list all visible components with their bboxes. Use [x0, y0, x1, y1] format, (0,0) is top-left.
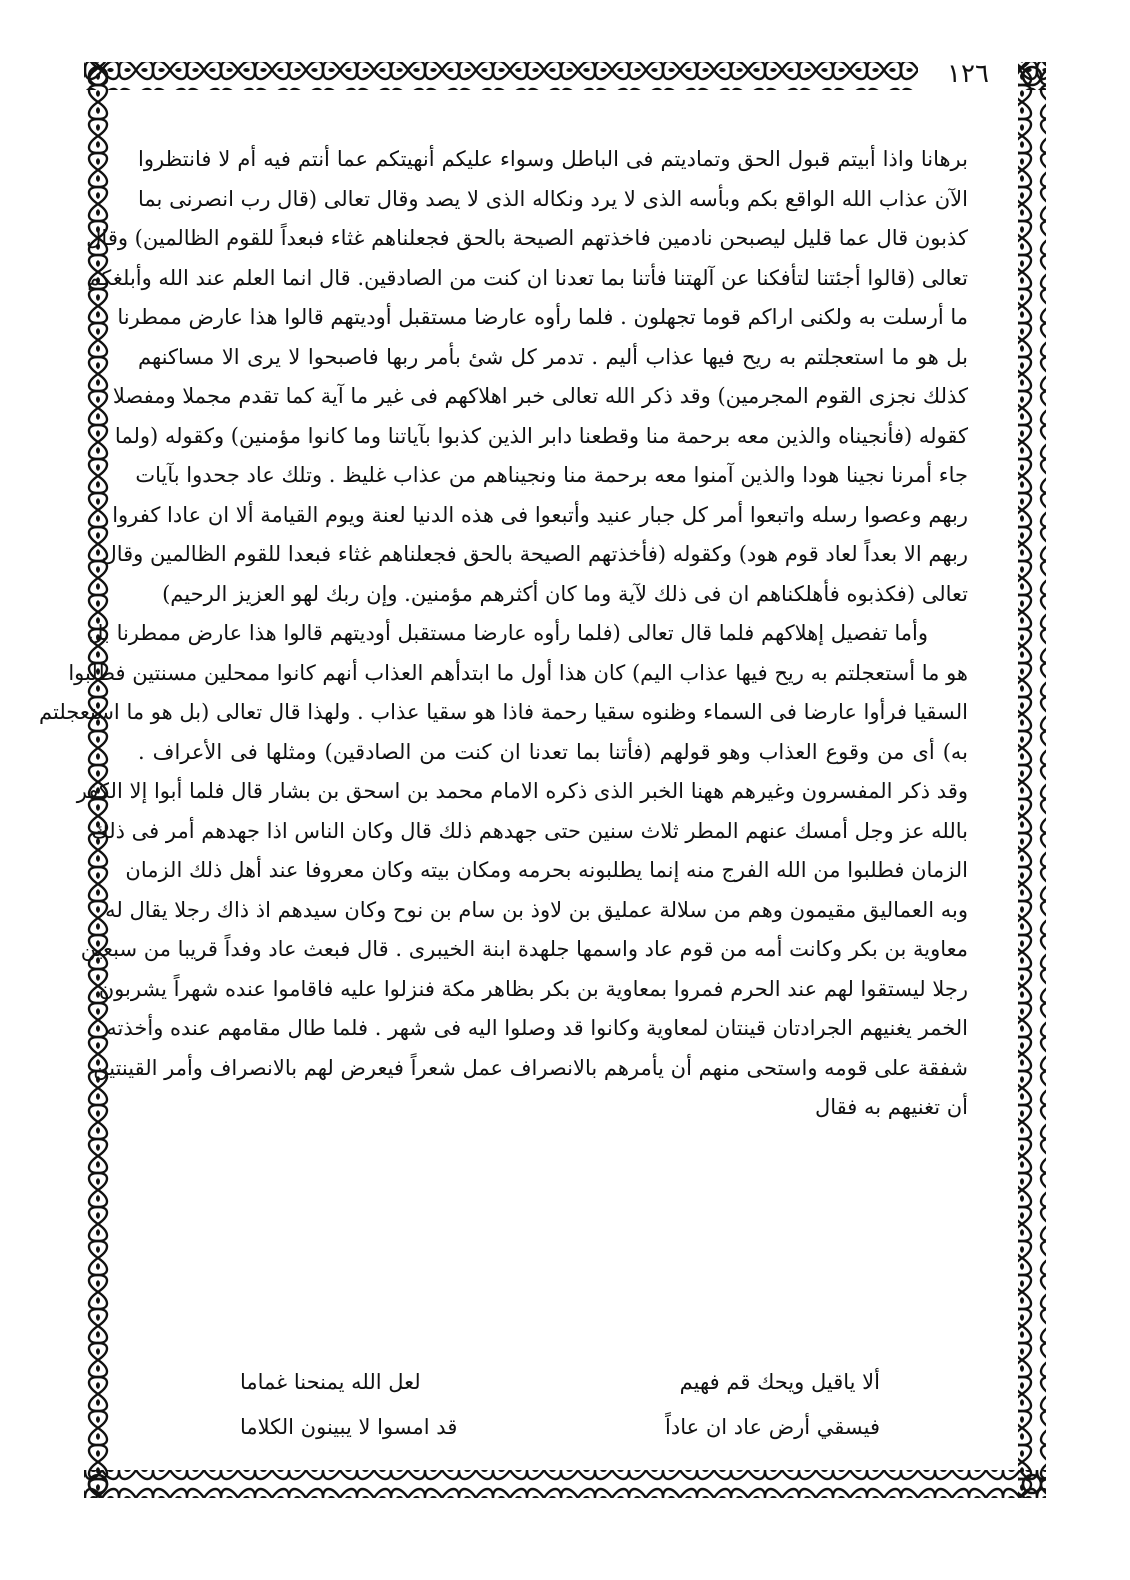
text-line: ربهم الا بعداً لعاد قوم هود) وكقوله (فأخذتهم الصيحة بالحق فجعلناهم غثاء فبعدا للقوم الظالمين وقال [101, 542, 968, 566]
page-number: ١٢٦ [918, 56, 1018, 92]
poem-verse [240, 1405, 880, 1450]
border-top [84, 62, 1046, 90]
verse-second-hemistich: قد امسوا لا يبينون الكلاما [240, 1415, 458, 1439]
text-line: كذبون قال عما قليل ليصبحن نادمين فاخذتهم الصيحة بالحق فجعلناهم غثاء فبعداً للقوم الظالمين) وقال [86, 226, 968, 250]
border-bottom [84, 1470, 1046, 1498]
text-line: تعالى (فكذبوه فأهلكناهم ان فى ذلك لآية وما كان أكثرهم مؤمنين. وإن ربك لهو العزيز الرحيم) [162, 581, 968, 606]
text-line: برهانا واذا أبيتم قبول الحق وتماديتم فى الباطل وسواء عليكم أنهيتكم عما أنتم فيه أم لا فانتظروا [138, 147, 968, 171]
text-line: ربهم وعصوا رسله واتبعوا أمر كل جبار عنيد وأتبعوا فى هذه الدنيا لعنة ويوم القيامة ألا ان عادا كفروا [112, 502, 968, 527]
text-line: بل هو ما استعجلتم به ريح فيها عذاب أليم . تدمر كل شئ بأمر ربها فاصبحوا لا يرى الا مساكنهم [138, 344, 969, 369]
text-line: هو ما أستعجلتم به ريح فيها عذاب اليم) كان هذا أول ما ابتدأهم العذاب أنهم كانوا ممحلين مسنتين فطلبوا [68, 660, 968, 685]
text-line: وقد ذكر المفسرون وغيرهم ههنا الخبر الذى ذكره الامام محمد بن اسحق بن بشار قال فلما أبوا إلا الكفر [76, 779, 968, 803]
text-line: كقوله (فأنجيناه والذين معه برحمة منا وقطعنا دابر الذين كذبوا بآياتنا وما كانوا مؤمنين) وكقوله (ولما [114, 423, 968, 448]
poem [240, 1360, 880, 1450]
text-line: وأما تفصيل إهلاكهم فلما قال تعالى (فلما رأوه عارضا مستقبل أوديتهم قالوا هذا عارض ممطرنا بل [88, 621, 928, 645]
text-line: الزمان فطلبوا من الله الفرج منه إنما يطلبونه بحرمه ومكان بيته وكان معروفا عند أهل ذلك الزمان [125, 858, 968, 882]
text-line: وبه العماليق مقيمون وهم من سلالة عمليق بن لاوذ بن سام بن نوح وكان سيدهم اذ ذاك رجلا يقال له [105, 897, 968, 922]
text-line: الآن عذاب الله الواقع بكم وبأسه الذى لا يرد ونكاله الذى لا يصد وقال تعالى (قال رب انصرنى بما [138, 186, 968, 211]
text-line: معاوية بن بكر وكانت أمه من قوم عاد واسمها جلهدة ابنة الخيبرى . قال فبعث عاد وفداً قريبا من سبعين [80, 937, 968, 961]
text-line: جاء أمرنا نجينا هودا والذين آمنوا معه برحمة منا ونجيناهم من عذاب غليظ . وتلك عاد جحدوا بآيات [135, 463, 968, 487]
text-line: الخمر يغنيهم الجرادتان قينتان لمعاوية وكانوا قد وصلوا اليه فى شهر . فلما طال مقامهم عنده وأخذته [106, 1016, 968, 1040]
text-line: السقيا فرأوا عارضا فى السماء وظنوه سقيا رحمة فاذا هو سقيا عذاب . ولهذا قال تعالى (بل هو ما استعجلتم [39, 700, 968, 724]
border-right [1018, 62, 1046, 1498]
text-line: به) أى من وقوع العذاب وهو قولهم (فأتنا بما تعدنا ان كنت من الصادقين) ومثلها فى الأعراف . [138, 739, 968, 764]
verse-second-hemistich: لعل الله يمنحنا غماما [240, 1370, 421, 1394]
verse-first-hemistich: فيسقي أرض عاد ان عاداً [665, 1415, 880, 1439]
verse-first-hemistich: ألا ياقيل ويحك قم فهيم [679, 1370, 880, 1394]
text-line: أن تغنيهم به فقال [814, 1095, 968, 1119]
text-line: بالله عز وجل أمسك عنهم المطر ثلاث سنين حتى جهدهم ذلك قال وكان الناس اذا جهدهم أمر فى ذلك [91, 818, 968, 843]
text-line: ما أرسلت به ولكنى اراكم قوما تجهلون . فلما رأوه عارضا مستقبل أوديتهم قالوا هذا عارض ممطرنا [117, 305, 968, 329]
body-text [39, 140, 969, 1128]
text-line: شفقة على قومه واستحى منهم أن يأمرهم بالانصراف عمل شعراً فيعرض لهم بالانصراف وأمر القينتين [93, 1055, 968, 1080]
text-line: كذلك نجزى القوم المجرمين) وقد ذكر الله تعالى خبر اهلاكهم فى غير ما آية كما تقدم مجملا ومفصلا [112, 384, 968, 408]
text-line: تعالى (قالوا أجئتنا لتأفكنا عن آلهتنا فأتنا بما تعدنا ان كنت من الصادقين. قال انما العلم عند الله وأبلغكم [87, 265, 968, 290]
text-line: رجلا ليستقوا لهم عند الحرم فمروا بمعاوية بن بكر بظاهر مكة فنزلوا عليه فاقاموا عنده شهراً يشربون [98, 976, 968, 1001]
poem-verse [240, 1360, 880, 1405]
